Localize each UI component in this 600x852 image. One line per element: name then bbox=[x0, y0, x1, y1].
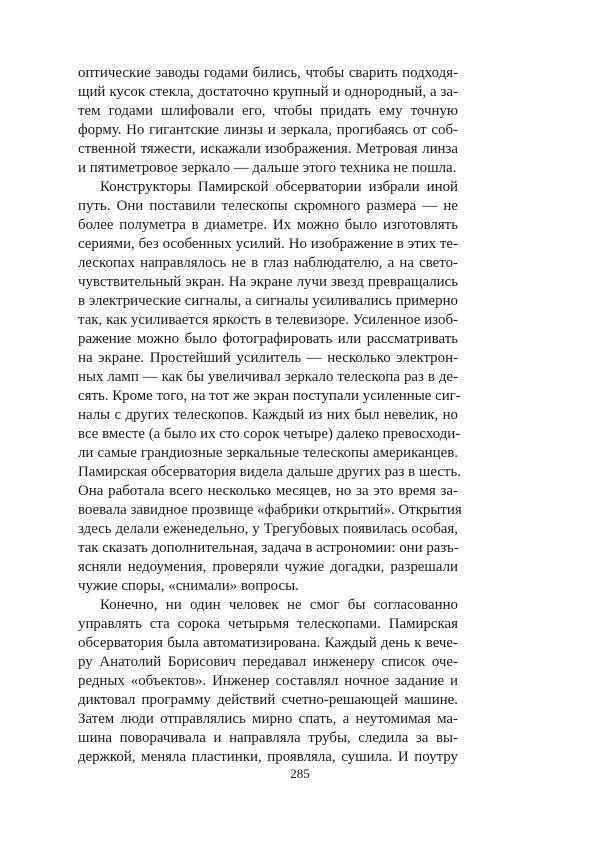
text-line: налы с других телескопов. Каждый из них был невелик, но bbox=[78, 407, 458, 423]
text-line: ясняли недоумения, проверяли чужие догадки, разрешали bbox=[78, 559, 458, 575]
text-line: управлять ста сорока четырьмя телескопами. Памирская bbox=[78, 616, 458, 632]
text-line: лескопах направлялось не в глаз наблюдателю, а на свето- bbox=[78, 255, 458, 271]
text-line: оптические заводы годами бились, чтобы сварить подходя- bbox=[78, 65, 458, 81]
text-line: так, как усиливается яркость в телевизоре. Усиленное изоб- bbox=[78, 312, 458, 328]
text-line: сериями, без особенных усилий. Но изображение в этих те- bbox=[78, 236, 458, 252]
text-line: чужие споры, «снимали» вопросы. bbox=[78, 578, 299, 594]
paragraph-1 bbox=[78, 64, 458, 178]
text-line: здесь делали еженедельно, у Трегубовых появилась особая, bbox=[78, 521, 458, 537]
text-line: ли самые грандиозные зеркальные телескопы американцев. bbox=[78, 445, 458, 461]
text-line: более полуметра в диаметре. Их можно было изготовлять bbox=[78, 217, 458, 233]
text-line: форму. Но гигантские линзы и зеркала, прогибаясь от соб- bbox=[78, 122, 458, 138]
page-number: 285 bbox=[290, 766, 310, 781]
text-line: шина поворачивала и направляла трубы, следила за вы- bbox=[78, 730, 458, 746]
text-line: в электрические сигналы, а сигналы усиливались примерно bbox=[78, 293, 458, 309]
text-line: ственной тяжести, искажали изображения. Метровая линза bbox=[78, 141, 458, 157]
text-line: Она работала всего несколько месяцев, но за это время за- bbox=[78, 483, 458, 499]
text-line: путь. Они поставили телескопы скромного размера — не bbox=[78, 198, 458, 214]
text-line: Затем люди отправлялись мирно спать, а неутомимая ма- bbox=[78, 711, 458, 727]
text-line: чувствительный экран. На экране лучи звезд превращались bbox=[78, 274, 458, 290]
text-line: ру Анатолий Борисович передавал инженеру список оче- bbox=[78, 654, 458, 670]
text-line: сять. Кроме того, на тот же экран поступали усиленные сиг- bbox=[78, 388, 461, 404]
text-line: на экране. Простейший усилитель — несколько электрон- bbox=[78, 350, 458, 366]
text-line: ных ламп — как бы увеличивал зеркало телескопа раз в де- bbox=[78, 369, 458, 385]
text-line: Памирская обсерватория видела дальше других раз в шесть. bbox=[78, 464, 461, 480]
text-line: диктовал программу действий счетно-решающей машине. bbox=[78, 692, 458, 708]
text-line: обсерватория была автоматизирована. Каждый день к вече- bbox=[78, 635, 458, 651]
text-line: все вместе (а было их сто сорок четыре) далеко превосходи- bbox=[78, 426, 461, 442]
paragraph-3 bbox=[78, 596, 458, 767]
text-line: Конечно, ни один человек не смог бы согласованно bbox=[100, 597, 458, 613]
body-text bbox=[78, 64, 462, 767]
text-line: воевала завидное прозвище «фабрики открытий». Открытия bbox=[78, 502, 462, 518]
text-line: и пятиметровое зеркало — дальше этого техника не пошла. bbox=[78, 160, 457, 176]
text-line: держкой, меняла пластинки, проявляла, сушила. И поутру bbox=[78, 749, 458, 765]
text-line: редных «объектов». Инженер составлял ночное задание и bbox=[78, 673, 458, 689]
text-line: тем годами шлифовали его, чтобы придать ему точную bbox=[78, 103, 458, 119]
text-line: Конструкторы Памирской обсерватории избрали иной bbox=[100, 179, 458, 195]
text-line: ражение можно было фотографировать или рассматривать bbox=[78, 331, 458, 347]
text-line: так сказать дополнительная, задача в астрономии: они разъ- bbox=[78, 540, 459, 556]
text-line: щий кусок стекла, достаточно крупный и однородный, а за- bbox=[78, 84, 458, 100]
paragraph-2 bbox=[78, 178, 462, 596]
